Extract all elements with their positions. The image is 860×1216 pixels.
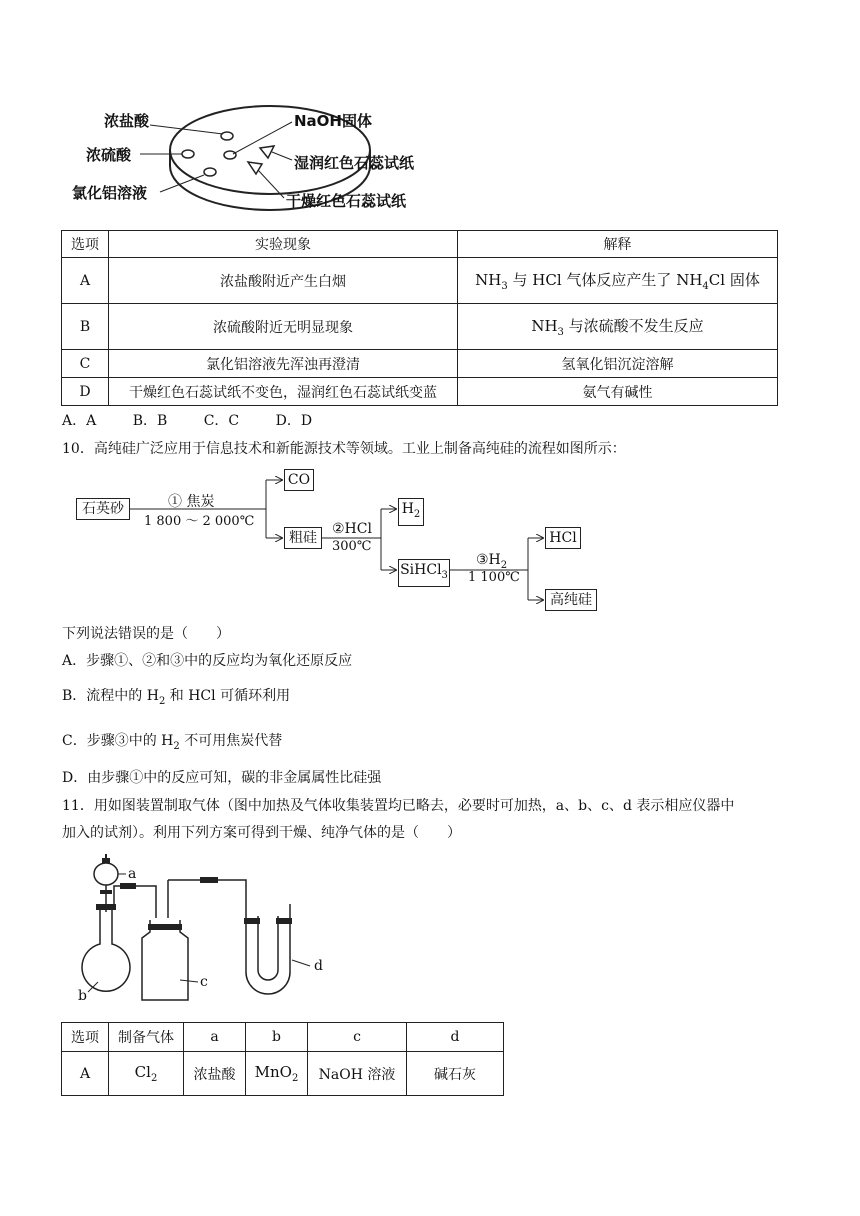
exp-part: NH: [531, 317, 558, 335]
label-conc-h2so4: 浓硫酸: [86, 146, 132, 164]
step1-label: ① 焦炭: [168, 494, 215, 510]
label-alcl3: 氯化铝溶液: [72, 184, 148, 202]
header-d: d: [407, 1023, 504, 1052]
row-option: B: [62, 304, 109, 350]
row-explanation: [458, 304, 778, 350]
header-explanation: 解释: [458, 231, 778, 258]
opt-b-part: B．流程中的 H: [62, 688, 159, 704]
row-d: 碱石灰: [407, 1052, 504, 1096]
reagent-table: [61, 1022, 504, 1096]
table-header-row: [62, 1023, 504, 1052]
sihcl3-sub: 3: [441, 569, 448, 581]
row-explanation: [458, 258, 778, 304]
h2-sub: 2: [413, 508, 421, 520]
box-hcl: HCl: [545, 527, 581, 549]
row-explanation: 氢氧化铝沉淀溶解: [458, 350, 778, 378]
q10-option-b[interactable]: [62, 685, 290, 707]
q11-stem-line2: 加入的试剂）。利用下列方案可得到干燥、纯净气体的是（ ）: [62, 825, 461, 841]
box-quartz-sand: 石英砂: [76, 498, 130, 520]
gas-text: Cl: [134, 1063, 151, 1081]
row-c: NaOH 溶液: [308, 1052, 407, 1096]
b-sub: 2: [291, 1073, 299, 1084]
row-phenomenon: 干燥红色石蕊试纸不变色，湿润红色石蕊试纸变蓝: [109, 378, 458, 406]
step2-condition: 300℃: [332, 539, 372, 554]
label-b: b: [78, 988, 87, 1004]
exp-sub: 3: [557, 327, 564, 338]
table-header-row: [62, 231, 778, 258]
table-row: [62, 378, 778, 406]
silicon-flowchart: [76, 466, 616, 616]
row-a: 浓盐酸: [184, 1052, 246, 1096]
choice-b[interactable]: B．B: [132, 413, 168, 429]
label-conc-hcl: 浓盐酸: [104, 112, 150, 130]
exp-part: 与浓硫酸不发生反应: [563, 317, 704, 335]
row-gas: [109, 1052, 184, 1096]
step1-condition: 1 800 ～ 2 000℃: [144, 514, 255, 529]
header-gas: 制备气体: [109, 1023, 184, 1052]
choice-a[interactable]: A．A: [62, 413, 97, 429]
label-wet-litmus: 湿润红色石蕊试纸: [294, 154, 415, 172]
box-sihcl3: [398, 559, 450, 587]
header-phenomenon: 实验现象: [109, 231, 458, 258]
q11-stem-line1: 11．用如图装置制取气体（图中加热及气体收集装置均已略去，必要时可加热，a、b、c、d 表示相应仪器中: [62, 798, 735, 814]
experiment-table: [61, 230, 778, 406]
header-option: 选项: [62, 231, 109, 258]
q10-stem: 10．高纯硅广泛应用于信息技术和新能源技术等领域。工业上制备高纯硅的流程如图所示：: [62, 441, 626, 457]
h2-text: H: [401, 501, 414, 517]
row-phenomenon: 浓硫酸附近无明显现象: [109, 304, 458, 350]
sihcl3-text: SiHCl: [400, 562, 442, 578]
row-option: A: [62, 258, 109, 304]
q10-option-c[interactable]: [62, 730, 282, 752]
opt-b-part: 和 HCl 可循环利用: [165, 688, 291, 704]
opt-c-part: C．步骤③中的 H: [62, 733, 174, 749]
table-row: [62, 350, 778, 378]
exp-part: NH: [475, 271, 502, 289]
exp-part: Cl 固体: [708, 271, 760, 289]
row-b: [246, 1052, 308, 1096]
label-d: d: [314, 958, 323, 974]
choice-c[interactable]: C．C: [203, 413, 240, 429]
box-crude-silicon: 粗硅: [284, 527, 322, 549]
row-option: A: [62, 1052, 109, 1096]
exp-sub: 3: [501, 281, 508, 292]
q9-choices: [62, 410, 312, 430]
step3-label: [476, 552, 507, 571]
row-option: D: [62, 378, 109, 406]
exp-part: 与 HCl 气体反应产生了 NH: [507, 271, 703, 289]
table-row: [62, 304, 778, 350]
step3-condition: 1 100℃: [468, 570, 520, 585]
opt-c-part: 不可用焦炭代替: [179, 733, 283, 749]
label-dry-litmus: 干燥红色石蕊试纸: [286, 192, 407, 210]
row-phenomenon: 浓盐酸附近产生白烟: [109, 258, 458, 304]
petri-dish-figure: [70, 100, 450, 215]
row-phenomenon: 氯化铝溶液先浑浊再澄清: [109, 350, 458, 378]
row-explanation: 氨气有碱性: [458, 378, 778, 406]
q10-option-a[interactable]: A．步骤①、②和③中的反应均为氧化还原反应: [62, 653, 353, 669]
table-row: [62, 1052, 504, 1096]
header-c: c: [308, 1023, 407, 1052]
q10-option-d[interactable]: D．由步骤①中的反应可知，碳的非金属属性比硅强: [62, 770, 382, 786]
label-c: c: [200, 974, 208, 990]
b-text: MnO: [254, 1063, 292, 1081]
exp-sub: 4: [702, 281, 709, 292]
gas-sub: 2: [150, 1073, 158, 1084]
box-h2: [398, 498, 424, 526]
header-a: a: [184, 1023, 246, 1052]
q10-prompt: 下列说法错误的是（ ）: [62, 626, 230, 642]
row-option: C: [62, 350, 109, 378]
step3-text: ③H: [476, 552, 501, 568]
label-naoh-solid: NaOH固体: [294, 112, 372, 130]
apparatus-figure: [70, 852, 340, 1007]
label-a: a: [128, 866, 137, 882]
step2-label: ②HCl: [332, 521, 372, 537]
header-option: 选项: [62, 1023, 109, 1052]
table-row: [62, 258, 778, 304]
box-pure-silicon: 高纯硅: [545, 589, 597, 611]
header-b: b: [246, 1023, 308, 1052]
step3-sub: 2: [500, 559, 508, 571]
choice-d[interactable]: D．D: [275, 413, 313, 429]
opt-c-sub: 2: [173, 740, 180, 752]
opt-b-sub: 2: [158, 695, 166, 707]
box-co: CO: [284, 469, 314, 491]
